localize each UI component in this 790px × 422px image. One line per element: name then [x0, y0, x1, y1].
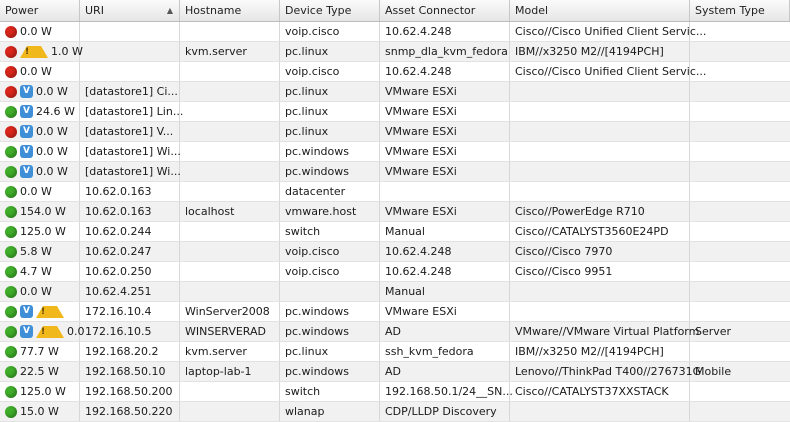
cell-power — [0, 262, 80, 281]
cell-hostname — [180, 382, 280, 401]
table-row[interactable] — [0, 242, 790, 262]
cell-power — [0, 222, 80, 241]
cell-device-type: pc.linux — [280, 342, 380, 361]
cell-system-type — [690, 122, 790, 141]
cell-device-type: pc.linux — [280, 42, 380, 61]
power-value: 0.0 W — [36, 84, 68, 98]
column-header-uri[interactable] — [80, 0, 180, 21]
table-row[interactable] — [0, 82, 790, 102]
cell-asset-connector: ssh_kvm_fedora — [380, 342, 510, 361]
power-value: 1.0 W — [51, 44, 83, 58]
sort-up-icon: ▲ — [166, 6, 173, 15]
column-header-asset-connector[interactable] — [380, 0, 510, 21]
cell-hostname: localhost — [180, 202, 280, 221]
cell-uri: 192.168.50.10 — [80, 362, 180, 381]
cell-hostname — [180, 182, 280, 201]
cell-system-type — [690, 202, 790, 221]
green-status-icon — [5, 386, 17, 398]
cell-device-type: pc.windows — [280, 162, 380, 181]
cell-uri: [datastore1] Wi... — [80, 162, 180, 181]
cell-asset-connector: VMware ESXi — [380, 162, 510, 181]
cell-model: Cisco//CATALYST3560E24PD — [510, 222, 690, 241]
cell-system-type — [690, 182, 790, 201]
cell-model: IBM//x3250 M2//[4194PCH] — [510, 342, 690, 361]
cell-asset-connector: VMware ESXi — [380, 142, 510, 161]
power-value: 0.0 W — [20, 64, 52, 78]
power-value: 154.0 W — [20, 204, 66, 218]
cell-uri: [datastore1] Lin... — [80, 102, 180, 121]
cell-system-type — [690, 22, 790, 41]
cell-asset-connector: 192.168.50.1/24__SN... — [380, 382, 510, 401]
cell-asset-connector: 10.62.4.248 — [380, 262, 510, 281]
cell-uri: 10.62.0.247 — [80, 242, 180, 261]
column-header-label: Hostname — [185, 4, 242, 17]
cell-hostname — [180, 242, 280, 261]
cell-uri: 172.16.10.5 — [80, 322, 180, 341]
cell-uri: 10.62.0.163 — [80, 182, 180, 201]
cell-device-type: voip.cisco — [280, 22, 380, 41]
green-status-icon — [5, 146, 17, 158]
cell-model — [510, 302, 690, 321]
cell-uri — [80, 22, 180, 41]
green-status-icon — [5, 346, 17, 358]
cell-hostname: kvm.server — [180, 42, 280, 61]
cell-model: Cisco//Cisco 9951 — [510, 262, 690, 281]
cell-system-type — [690, 62, 790, 81]
cell-hostname — [180, 402, 280, 421]
cell-uri: 10.62.0.250 — [80, 262, 180, 281]
cell-system-type: Mobile — [695, 365, 732, 378]
table-row[interactable] — [0, 402, 790, 422]
cell-model — [510, 82, 690, 101]
cell-power — [0, 282, 80, 301]
cell-system-type — [690, 262, 790, 281]
power-value: 125.0 W — [20, 384, 66, 398]
cell-system-type — [690, 342, 790, 361]
column-header-label: Model — [515, 4, 549, 17]
table-row[interactable] — [0, 62, 790, 82]
vmware-icon: V — [20, 165, 33, 178]
cell-model: Cisco//CATALYST37XXSTACK — [510, 382, 690, 401]
power-value: 24.6 W — [36, 104, 75, 118]
table-row[interactable] — [0, 282, 790, 302]
cell-power — [0, 342, 80, 361]
green-status-icon — [5, 326, 17, 338]
cell-model: IBM//x3250 M2//[4194PCH] — [510, 42, 690, 61]
table-row[interactable] — [0, 222, 790, 242]
cell-power — [0, 162, 80, 181]
table-body — [0, 22, 790, 422]
cell-model: Cisco//Cisco Unified Client Servic... — [510, 62, 690, 81]
table-row[interactable] — [0, 162, 790, 182]
vmware-icon: V — [20, 305, 33, 318]
red-status-icon — [5, 26, 17, 38]
warning-icon — [36, 306, 64, 318]
cell-asset-connector: AD — [380, 362, 510, 381]
cell-system-type — [690, 302, 790, 321]
cell-power — [0, 382, 80, 401]
cell-system-type — [690, 382, 790, 401]
cell-power — [0, 362, 80, 381]
cell-hostname — [180, 262, 280, 281]
cell-asset-connector: 10.62.4.248 — [380, 22, 510, 41]
green-status-icon — [5, 166, 17, 178]
cell-model: Cisco//Cisco Unified Client Servic... — [510, 22, 690, 41]
cell-asset-connector: 10.62.4.248 — [380, 242, 510, 261]
table-row[interactable] — [0, 42, 790, 62]
cell-device-type: switch — [280, 382, 380, 401]
cell-model: Cisco//PowerEdge R710 — [510, 202, 690, 221]
cell-hostname — [180, 62, 280, 81]
vmware-icon: V — [20, 325, 33, 338]
power-value: 0.0 W — [20, 284, 52, 298]
cell-asset-connector: VMware ESXi — [380, 102, 510, 121]
column-header-hostname[interactable] — [180, 0, 280, 21]
cell-hostname — [180, 82, 280, 101]
column-header-label: URI — [85, 4, 104, 17]
green-status-icon — [5, 406, 17, 418]
warning-icon — [36, 326, 64, 338]
column-header-label: Power — [5, 3, 39, 17]
column-header-label: Device Type — [285, 4, 352, 17]
cell-system-type — [690, 142, 790, 161]
cell-device-type: pc.windows — [280, 362, 380, 381]
cell-hostname — [180, 222, 280, 241]
cell-model — [510, 182, 690, 201]
cell-system-type — [690, 82, 790, 101]
cell-asset-connector: VMware ESXi — [380, 202, 510, 221]
cell-hostname — [180, 122, 280, 141]
cell-model — [510, 142, 690, 161]
cell-asset-connector: VMware ESXi — [380, 122, 510, 141]
column-header-system-type[interactable] — [690, 0, 790, 21]
cell-power — [0, 142, 80, 161]
cell-system-type — [690, 282, 790, 301]
power-value: 4.7 W — [20, 264, 52, 278]
cell-hostname: WINSERVERAD — [180, 322, 280, 341]
cell-model — [510, 162, 690, 181]
cell-uri — [80, 42, 180, 61]
cell-asset-connector: VMware ESXi — [380, 302, 510, 321]
cell-power — [0, 402, 80, 421]
cell-power — [0, 202, 80, 221]
cell-uri: 10.62.0.163 — [80, 202, 180, 221]
power-value: 5.8 W — [20, 244, 52, 258]
cell-power — [0, 322, 85, 341]
table-row[interactable] — [0, 22, 790, 42]
green-status-icon — [5, 366, 17, 378]
cell-device-type: voip.cisco — [280, 262, 380, 281]
cell-system-type — [690, 242, 790, 261]
cell-uri: [datastore1] V... — [80, 122, 180, 141]
cell-device-type: pc.windows — [280, 302, 380, 321]
cell-uri: 10.62.0.244 — [80, 222, 180, 241]
green-status-icon — [5, 246, 17, 258]
cell-device-type: pc.windows — [280, 322, 380, 341]
cell-power — [0, 182, 80, 201]
cell-uri: 192.168.50.200 — [80, 382, 180, 401]
power-value: 0.0 W — [36, 164, 68, 178]
cell-model: VMware//VMware Virtual Platform — [510, 322, 690, 341]
table-row[interactable] — [0, 262, 790, 282]
table-row[interactable] — [0, 322, 790, 342]
green-status-icon — [5, 206, 17, 218]
cell-uri: 192.168.50.220 — [80, 402, 180, 421]
cell-device-type: vmware.host — [280, 202, 380, 221]
vmware-icon: V — [20, 125, 33, 138]
cell-model — [510, 102, 690, 121]
cell-model — [510, 122, 690, 141]
cell-asset-connector: CDP/LLDP Discovery — [380, 402, 510, 421]
power-value: 0.0 W — [20, 24, 52, 38]
cell-device-type: pc.windows — [280, 142, 380, 161]
cell-uri: [datastore1] Ci... — [80, 82, 180, 101]
cell-hostname: laptop-lab-1 — [180, 362, 280, 381]
cell-device-type: voip.cisco — [280, 62, 380, 81]
cell-system-type — [690, 222, 790, 241]
cell-power — [0, 122, 80, 141]
green-status-icon — [5, 226, 17, 238]
cell-asset-connector: VMware ESXi — [380, 82, 510, 101]
cell-asset-connector: Manual — [380, 282, 510, 301]
table-row[interactable] — [0, 102, 790, 122]
cell-power — [0, 42, 83, 61]
cell-hostname — [180, 22, 280, 41]
table-row[interactable] — [0, 382, 790, 402]
power-value: 0.0 W — [20, 184, 52, 198]
column-header-label: System Type — [695, 4, 765, 17]
cell-power — [0, 102, 80, 121]
power-value: 77.7 W — [20, 344, 59, 358]
cell-hostname — [180, 102, 280, 121]
table-row[interactable] — [0, 362, 790, 382]
green-status-icon — [5, 286, 17, 298]
cell-asset-connector: AD — [380, 322, 510, 341]
cell-device-type — [280, 282, 380, 301]
warning-icon — [20, 46, 48, 58]
cell-asset-connector: snmp_dla_kvm_fedora — [380, 42, 510, 61]
power-value: 0.0 W — [36, 124, 68, 138]
cell-power — [0, 82, 80, 101]
cell-device-type: switch — [280, 222, 380, 241]
cell-hostname: kvm.server — [180, 342, 280, 361]
table-row[interactable] — [0, 142, 790, 162]
column-header-model[interactable] — [510, 0, 690, 21]
table-row[interactable] — [0, 302, 790, 322]
cell-hostname — [180, 282, 280, 301]
cell-asset-connector: Manual — [380, 222, 510, 241]
green-status-icon — [5, 306, 17, 318]
cell-hostname — [180, 162, 280, 181]
power-value: 0.0 — [67, 324, 85, 338]
cell-system-type: Server — [695, 325, 732, 338]
red-status-icon — [5, 66, 17, 78]
cell-power — [0, 302, 80, 321]
table-row[interactable] — [0, 122, 790, 142]
cell-model — [510, 282, 690, 301]
cell-device-type: pc.linux — [280, 102, 380, 121]
cell-asset-connector: 10.62.4.248 — [380, 62, 510, 81]
power-value: 0.0 W — [36, 144, 68, 158]
cell-hostname: WinServer2008 — [180, 302, 280, 321]
cell-power — [0, 62, 80, 81]
cell-system-type — [690, 42, 790, 61]
cell-device-type: voip.cisco — [280, 242, 380, 261]
green-status-icon — [5, 106, 17, 118]
cell-asset-connector — [380, 182, 510, 201]
table-row[interactable] — [0, 342, 790, 362]
cell-power — [0, 242, 80, 261]
cell-model: Cisco//Cisco 7970 — [510, 242, 690, 261]
cell-device-type: pc.linux — [280, 122, 380, 141]
cell-model: Lenovo//ThinkPad T400//276731G — [510, 362, 690, 381]
power-value: 125.0 W — [20, 224, 66, 238]
column-header-device-type[interactable] — [280, 0, 380, 21]
cell-system-type — [690, 102, 790, 121]
green-status-icon — [5, 266, 17, 278]
column-header-power[interactable] — [0, 0, 80, 21]
column-header-label: Asset Connector — [385, 4, 476, 17]
table-row[interactable] — [0, 202, 790, 222]
power-value: 15.0 W — [20, 404, 59, 418]
cell-uri: 172.16.10.4 — [80, 302, 180, 321]
green-status-icon — [5, 186, 17, 198]
red-status-icon — [5, 46, 17, 58]
cell-uri — [80, 62, 180, 81]
cell-device-type: pc.linux — [280, 82, 380, 101]
table-row[interactable] — [0, 182, 790, 202]
cell-uri: 192.168.20.2 — [80, 342, 180, 361]
table-header — [0, 0, 790, 22]
power-value: 22.5 W — [20, 364, 59, 378]
vmware-icon: V — [20, 105, 33, 118]
cell-hostname — [180, 142, 280, 161]
cell-power — [0, 22, 80, 41]
cell-uri: [datastore1] Wi... — [80, 142, 180, 161]
cell-model — [510, 402, 690, 421]
red-status-icon — [5, 126, 17, 138]
vmware-icon: V — [20, 145, 33, 158]
cell-device-type: datacenter — [280, 182, 380, 201]
cell-system-type — [690, 162, 790, 181]
red-status-icon — [5, 86, 17, 98]
cell-system-type — [690, 402, 790, 421]
cell-uri: 10.62.4.251 — [80, 282, 180, 301]
vmware-icon: V — [20, 85, 33, 98]
cell-device-type: wlanap — [280, 402, 380, 421]
